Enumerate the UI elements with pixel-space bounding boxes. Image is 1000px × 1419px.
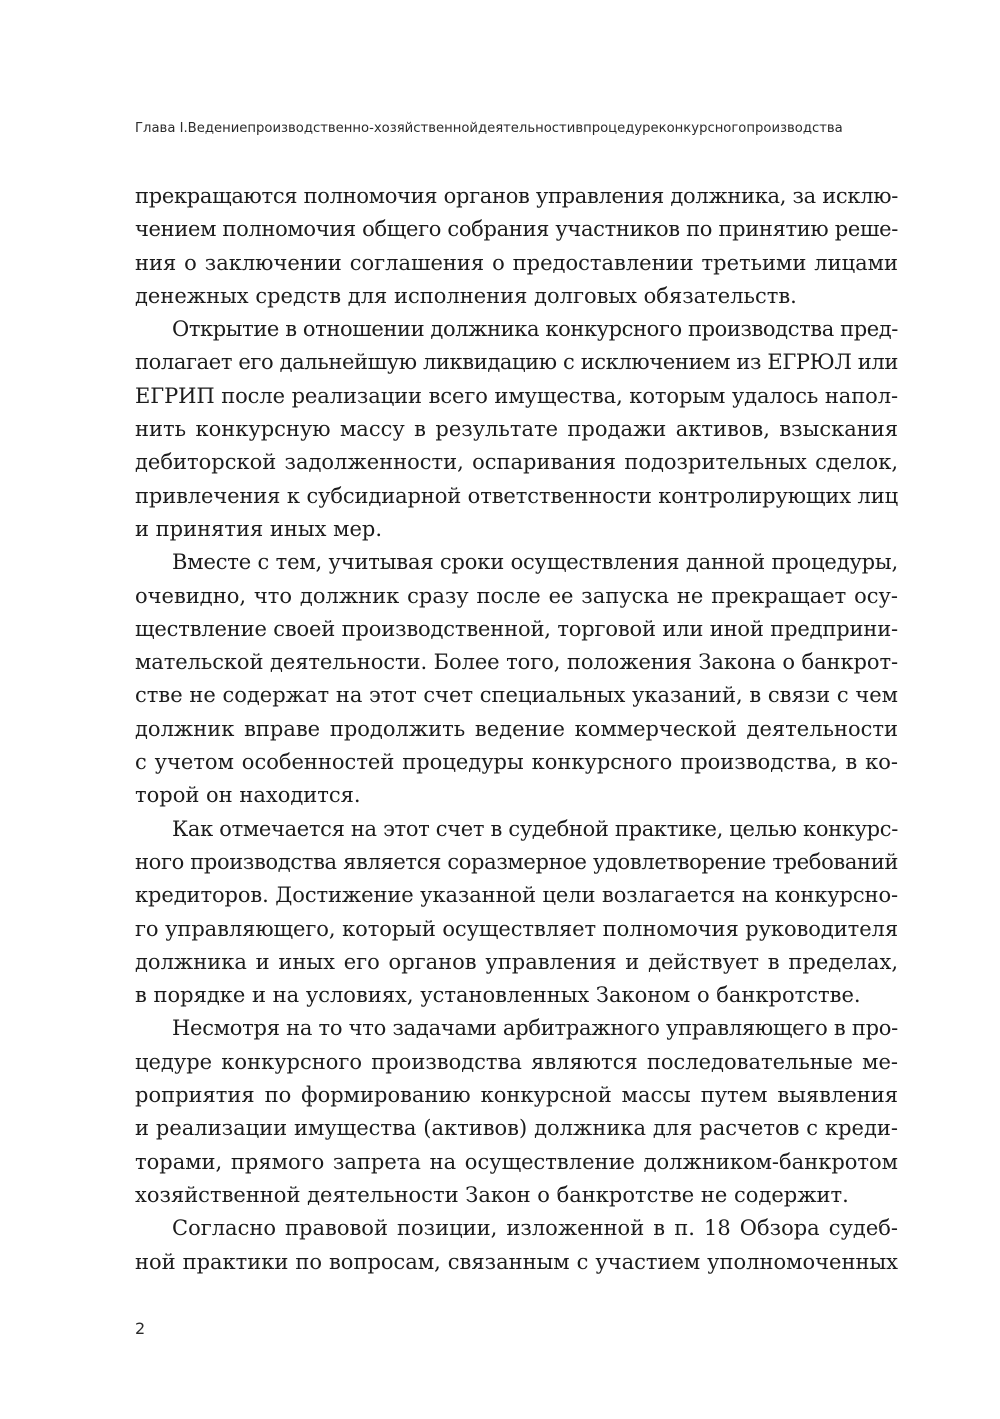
- text-line: в порядке и на условиях, установленных Законом о банкротстве.: [135, 983, 861, 1008]
- text-line: и реализации имущества (активов) должника для расчетов с креди-: [135, 1116, 898, 1141]
- text-line: должник вправе продолжить ведение коммерческой деятельности: [135, 716, 898, 741]
- text-line: с учетом особенностей процедуры конкурсного производства, в ко-: [135, 750, 898, 775]
- text-line: очевидно, что должник сразу после ее запуска не прекращает осу-: [135, 583, 898, 608]
- text-line: и принятия иных мер.: [135, 516, 382, 541]
- text-line: Несмотря на то что задачами арбитражного управляющего в про-: [172, 1016, 898, 1041]
- body-text: [135, 180, 898, 1279]
- text-line: чением полномочия общего собрания участников по принятию реше-: [135, 217, 898, 242]
- text-line: стве не содержат на этот счет специальных указаний, в связи с чем: [135, 683, 898, 708]
- running-header: Глава I.Ведениепроизводственно-хозяйственнойдеятельностивпроцедуреконкурсногопроизводства: [135, 121, 843, 136]
- page-number: 2: [135, 1319, 146, 1338]
- text-line: мательской деятельности. Более того, положения Закона о банкрот-: [135, 650, 898, 675]
- text-line: дебиторской задолженности, оспаривания подозрительных сделок,: [135, 450, 898, 475]
- text-line: Согласно правовой позиции, изложенной в п. 18 Обзора судеб-: [172, 1216, 898, 1241]
- text-line: хозяйственной деятельности Закон о банкротстве не содержит.: [135, 1182, 849, 1207]
- text-line: ной практики по вопросам, связанным с участием уполномоченных: [135, 1249, 898, 1274]
- text-line: торой он находится.: [135, 783, 361, 808]
- text-line: го управляющего, который осуществляет полномочия руководителя: [135, 916, 898, 941]
- text-line: торами, прямого запрета на осуществление должником-банкротом: [135, 1149, 898, 1174]
- text-line: кредиторов. Достижение указанной цели возлагается на конкурсно-: [135, 883, 898, 908]
- text-line: должника и иных его органов управления и действует в пределах,: [135, 949, 898, 974]
- text-line: полагает его дальнейшую ликвидацию с исключением из ЕГРЮЛ или: [135, 350, 898, 375]
- text-line: ного производства является соразмерное удовлетворение требований: [135, 849, 898, 874]
- text-line: ЕГРИП после реализации всего имущества, которым удалось напол-: [135, 383, 898, 408]
- text-line: ществление своей производственной, торговой или иной предприни-: [135, 616, 898, 641]
- text-line: Вместе с тем, учитывая сроки осуществления данной процедуры,: [172, 550, 898, 575]
- text-line: прекращаются полномочия органов управления должника, за исклю-: [135, 184, 898, 208]
- text-line: цедуре конкурсного производства являются последовательные ме-: [135, 1049, 898, 1074]
- text-line: Открытие в отношении должника конкурсного производства пред-: [172, 317, 898, 342]
- text-line: роприятия по формированию конкурсной массы путем выявления: [135, 1083, 898, 1108]
- text-line: денежных средств для исполнения долговых обязательств.: [135, 283, 797, 308]
- text-line: привлечения к субсидиарной ответственности контролирующих лиц: [135, 483, 898, 508]
- text-line: Как отмечается на этот счет в судебной практике, целью конкурс-: [172, 816, 898, 841]
- text-line: ния о заключении соглашения о предоставлении третьими лицами: [135, 250, 898, 275]
- text-line: нить конкурсную массу в результате продажи активов, взыскания: [135, 417, 898, 442]
